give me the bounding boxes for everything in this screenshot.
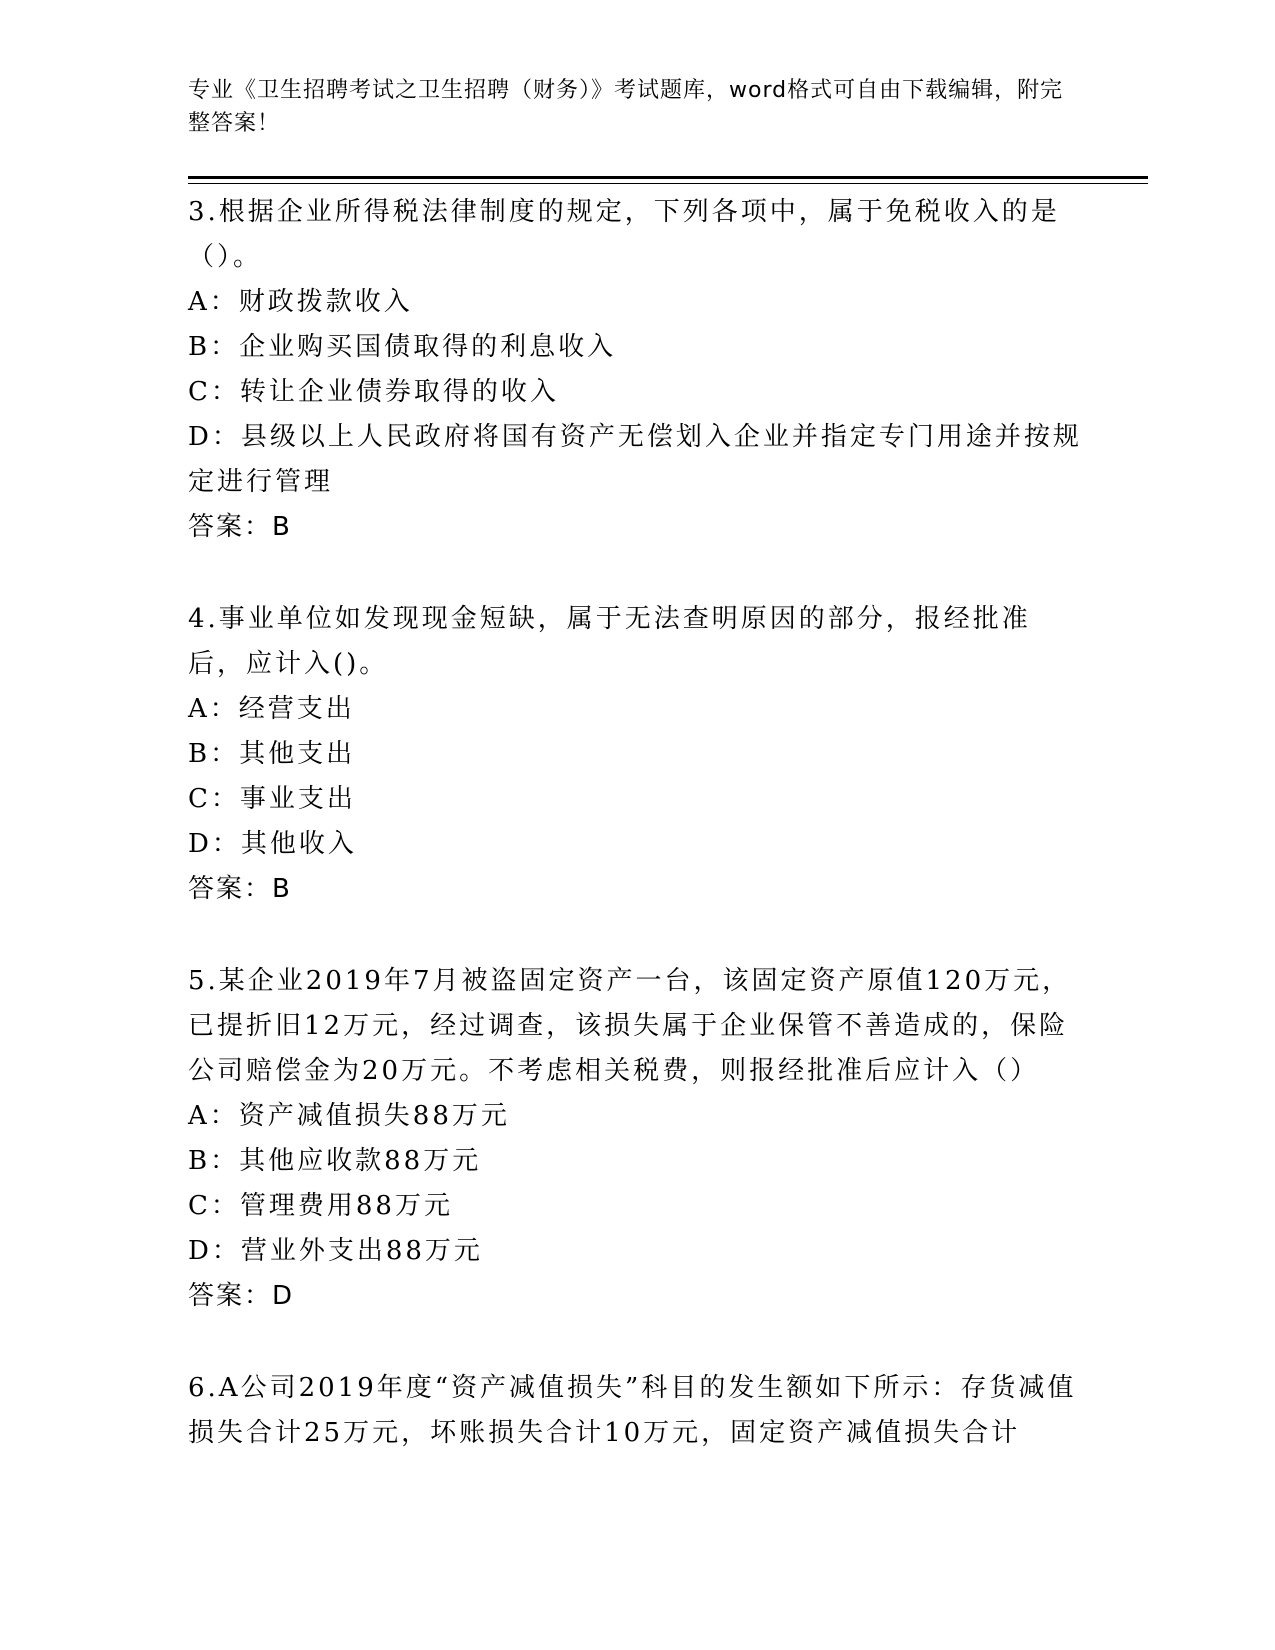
option-c: C：事业支出 xyxy=(188,784,356,814)
option-d: D：其他收入 xyxy=(188,829,357,859)
answer-label: 答案：B xyxy=(188,512,292,542)
answer-label: 答案：D xyxy=(188,1281,295,1311)
question-stem: 6.A公司2019年度“资产减值损失”科目的发生额如下所示：存货减值损失合计25万元，坏账损失合计10万元，固定资产减值损失合计 xyxy=(188,1373,1077,1448)
option-b: B：企业购买国债取得的利息收入 xyxy=(188,332,617,362)
question-5 xyxy=(188,959,1088,1319)
option-a: A：经营支出 xyxy=(188,694,355,724)
question-stem: 5.某企业2019年7月被盗固定资产一台，该固定资产原值120万元，已提折旧12万元，经过调查，该损失属于企业保管不善造成的，保险公司赔偿金为20万元。不考虑相关税费，则报经批准后应计入（） xyxy=(188,966,1072,1086)
question-list xyxy=(188,190,1088,1503)
header-text: 专业《卫生招聘考试之卫生招聘（财务）》考试题库，word格式可自由下载编辑，附完整答案！ xyxy=(188,78,1064,136)
option-c: C：管理费用88万元 xyxy=(188,1191,453,1221)
answer-label: 答案：B xyxy=(188,874,292,904)
option-c: C：转让企业债券取得的收入 xyxy=(188,377,559,407)
question-6 xyxy=(188,1366,1088,1456)
question-3 xyxy=(188,190,1088,550)
question-4 xyxy=(188,597,1088,912)
question-stem: 3.根据企业所得税法律制度的规定，下列各项中，属于免税收入的是（）。 xyxy=(188,197,1060,272)
header-divider-thick xyxy=(188,176,1148,179)
header-divider-thin xyxy=(188,183,1148,184)
option-a: A：资产减值损失88万元 xyxy=(188,1101,510,1131)
option-d: D：县级以上人民政府将国有资产无偿划入企业并指定专门用途并按规定进行管理 xyxy=(188,422,1082,497)
option-b: B：其他支出 xyxy=(188,739,356,769)
option-d: D：营业外支出88万元 xyxy=(188,1236,483,1266)
option-b: B：其他应收款88万元 xyxy=(188,1146,482,1176)
option-a: A：财政拨款收入 xyxy=(188,287,413,317)
question-stem: 4.事业单位如发现现金短缺，属于无法查明原因的部分，报经批准后，应计入()。 xyxy=(188,604,1031,679)
